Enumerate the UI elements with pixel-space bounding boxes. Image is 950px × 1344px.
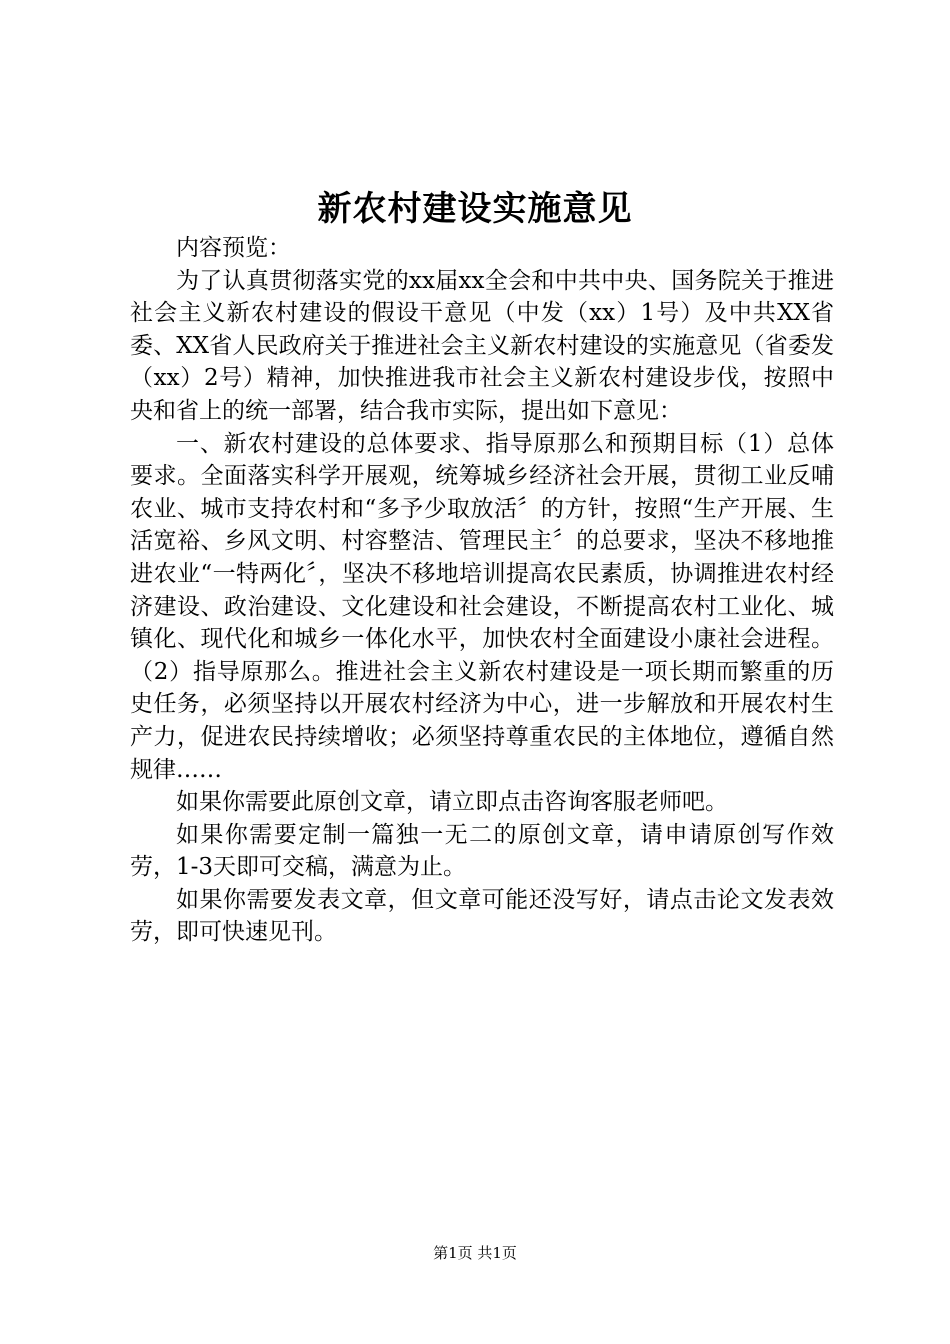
custom-writing-paragraph: 如果你需要定制一篇独一无二的原创文章，请申请原创写作效劳，1-3天即可交稿，满意为止。 bbox=[130, 821, 834, 881]
intro-paragraph: 为了认真贯彻落实党的xx届xx全会和中共中央、国务院关于推进社会主义新农村建设的假设干意见（中发（xx）1号）及中共XX省委、XX省人民政府关于推进社会主义新农村建设的实施意见（省委发（xx）2号）精神，加快推进我市社会主义新农村建设步伐，按照中央和省上的统一部署，结合我市实际，提出如下意见： bbox=[130, 267, 834, 424]
document-body bbox=[130, 232, 834, 949]
preview-label: 内容预览： bbox=[176, 235, 291, 261]
requirements-paragraph: 一、新农村建设的总体要求、指导原那么和预期目标（1）总体要求。全面落实科学开展观，统筹城乡经济社会开展，贯彻工业反哺农业、城市支持农村和“多予少取放活〞的方针，按照“生产开展、生活宽裕、乡风文明、村容整洁、管理民主〞的总要求，坚决不移地推进农业“一特两化〞，坚决不移地培训提高农民素质，协调推进农村经济建设、政治建设、文化建设和社会建设，不断提高农村工业化、城镇化、现代化和城乡一体化水平，加快农村全面建设小康社会进程。（2）指导原那么。推进社会主义新农村建设是一项长期而繁重的历史任务，必须坚持以开展农村经济为中心，进一步解放和开展农村生产力，促进农民持续增收；必须坚持尊重农民的主体地位，遵循自然规律…… bbox=[130, 430, 834, 783]
consult-paragraph: 如果你需要此原创文章，请立即点击咨询客服老师吧。 bbox=[176, 789, 728, 816]
document-title: 新农村建设实施意见 bbox=[317, 189, 633, 229]
page-footer: 第1页 共1页 bbox=[433, 1244, 517, 1262]
publish-paragraph: 如果你需要发表文章，但文章可能还没写好，请点击论文发表效劳，即可快速见刊。 bbox=[130, 886, 834, 946]
